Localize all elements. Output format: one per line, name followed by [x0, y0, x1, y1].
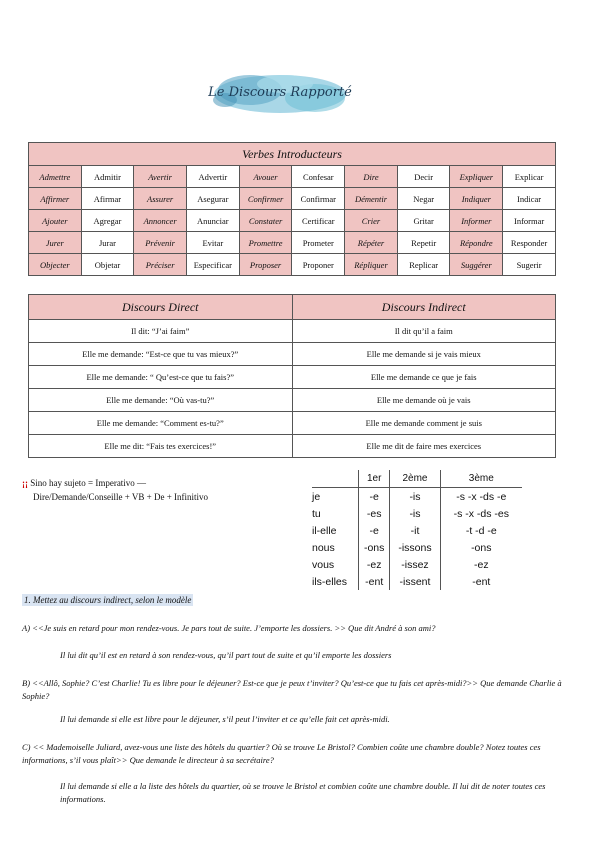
question-b: B) <<Allô, Sophie? C’est Charlie! Tu es libre pour le déjeuner? Est-ce que je peux t’inviter? Qu’est-ce que tu fais cet après-midi?>> Que demande Charlie à Sophie?	[22, 678, 562, 701]
verb-french: Jurer	[29, 232, 82, 254]
indirect-speech: Elle me demande si je vais mieux	[292, 343, 556, 366]
verb-french: Indiquer	[450, 188, 503, 210]
question-c: C) << Mademoiselle Juliard, avez-vous une liste des hôtels du quartier? Où se trouve Le Bristol? Combien coûte une chambre double? Notez toutes ces informations, s’il vous plaît>> Que demande le directeur à sa secrétaire?	[22, 742, 541, 765]
verbs-row	[29, 232, 556, 254]
pronoun: il-elle	[312, 524, 337, 537]
answer-b: Il lui demande si elle est libre pour le déjeuner, s’il peut l’inviter et ce qu’elle fait cet après-midi.	[60, 714, 390, 724]
verb-spanish: Afirmar	[81, 188, 134, 210]
verb-spanish: Prometer	[292, 232, 345, 254]
verb-spanish: Proponer	[292, 254, 345, 276]
answer-c: Il lui demande si elle a la liste des hôtels du quartier, où se trouve le Bristol et combien coûte une chambre double. Il lui dit de noter toutes ces informations.	[60, 781, 546, 804]
group-1-header: 1er	[359, 470, 390, 488]
ending: -s -x -ds -e	[440, 488, 522, 506]
verb-spanish: Especificar	[186, 254, 239, 276]
direct-speech: Elle me dit: “Fais tes exercices!”	[29, 435, 293, 458]
verb-spanish: Indicar	[503, 188, 556, 210]
verb-french: Constater	[239, 210, 292, 232]
verb-french: Informer	[450, 210, 503, 232]
pronoun: ils-elles	[312, 575, 348, 588]
pronoun: nous	[312, 541, 335, 554]
verbs-table	[28, 142, 556, 276]
ending: -issez	[390, 556, 440, 573]
verb-spanish: Agregar	[81, 210, 134, 232]
verb-french: Proposer	[239, 254, 292, 276]
direct-speech: Elle me demande: “Comment es-tu?”	[29, 412, 293, 435]
conjugation-row	[312, 539, 522, 556]
indirect-speech: Il dit qu’il a faim	[292, 320, 556, 343]
ending: -s -x -ds -es	[440, 505, 522, 522]
verb-french: Objecter	[29, 254, 82, 276]
ending: -ons	[359, 539, 390, 556]
pronoun: je	[312, 490, 321, 503]
verb-spanish: Sugerir	[503, 254, 556, 276]
discours-table	[28, 294, 556, 458]
conjugation-row	[312, 488, 522, 506]
verb-french: Confirmer	[239, 188, 292, 210]
title-banner	[205, 68, 355, 120]
verb-spanish: Anunciar	[186, 210, 239, 232]
verb-spanish: Objetar	[81, 254, 134, 276]
verb-spanish: Jurar	[81, 232, 134, 254]
warning-mark: ¡¡	[22, 478, 28, 488]
verb-spanish: Informar	[503, 210, 556, 232]
page-title: Le Discours Rapporté	[208, 85, 352, 100]
indirect-speech: Elle me demande où je vais	[292, 389, 556, 412]
verb-spanish: Admitir	[81, 166, 134, 188]
verbs-row	[29, 210, 556, 232]
verb-spanish: Responder	[503, 232, 556, 254]
conjugation-row	[312, 556, 522, 573]
verb-spanish: Decir	[397, 166, 450, 188]
direct-speech: Elle me demande: “Où vas-tu?”	[29, 389, 293, 412]
ending: -es	[359, 505, 390, 522]
verb-spanish: Repetir	[397, 232, 450, 254]
verb-spanish: Explicar	[503, 166, 556, 188]
ending: -ez	[440, 556, 522, 573]
direct-speech: Il dit: “J’ai faim”	[29, 320, 293, 343]
verb-french: Annoncer	[134, 210, 187, 232]
direct-speech: Elle me demande: “ Qu’est-ce que tu fais?”	[29, 366, 293, 389]
verb-spanish: Asegurar	[186, 188, 239, 210]
ending: -ent	[440, 573, 522, 590]
verb-french: Assurer	[134, 188, 187, 210]
verbs-table-title: Verbes Introducteurs	[29, 143, 556, 166]
verb-french: Prévenir	[134, 232, 187, 254]
verb-spanish: Advertir	[186, 166, 239, 188]
col-direct-header: Discours Direct	[29, 295, 293, 320]
verb-french: Démentir	[345, 188, 398, 210]
ending: -issent	[390, 573, 440, 590]
verb-spanish: Negar	[397, 188, 450, 210]
answer-a: Il lui dit qu’il est en retard à son rendez-vous, qu’il part tout de suite et qu’il emporte les dossiers	[60, 650, 392, 660]
verb-spanish: Evitar	[186, 232, 239, 254]
discours-row	[29, 412, 556, 435]
col-indirect-header: Discours Indirect	[292, 295, 556, 320]
ending: -ons	[440, 539, 522, 556]
verb-french: Répondre	[450, 232, 503, 254]
group-3-header: 3ème	[440, 470, 522, 488]
verb-french: Répéter	[345, 232, 398, 254]
verb-spanish: Gritar	[397, 210, 450, 232]
pronoun: vous	[312, 558, 335, 571]
ending: -is	[390, 505, 440, 522]
ending: -issons	[390, 539, 440, 556]
verb-spanish: Certificar	[292, 210, 345, 232]
verbs-row	[29, 254, 556, 276]
verb-french: Ajouter	[29, 210, 82, 232]
ending: -ent	[359, 573, 390, 590]
verb-french: Admettre	[29, 166, 82, 188]
verb-spanish: Replicar	[397, 254, 450, 276]
verb-french: Suggérer	[450, 254, 503, 276]
verb-french: Dire	[345, 166, 398, 188]
pronoun: tu	[312, 507, 321, 520]
group-2-header: 2ème	[390, 470, 440, 488]
verb-french: Expliquer	[450, 166, 503, 188]
verb-french: Avertir	[134, 166, 187, 188]
note-line-1: Sino hay sujeto = Imperativo —	[30, 478, 147, 488]
ending: -is	[390, 488, 440, 506]
discours-row	[29, 320, 556, 343]
verb-spanish: Confesar	[292, 166, 345, 188]
conjugation-row	[312, 505, 522, 522]
note-line-2: Dire/Demande/Conseille + VB + De + Infinitivo	[33, 492, 209, 502]
verb-french: Avouer	[239, 166, 292, 188]
verb-french: Promettre	[239, 232, 292, 254]
direct-speech: Elle me demande: “Est-ce que tu vas mieux?”	[29, 343, 293, 366]
indirect-speech: Elle me dit de faire mes exercices	[292, 435, 556, 458]
discours-row	[29, 366, 556, 389]
imperative-note	[22, 476, 208, 504]
discours-row	[29, 435, 556, 458]
verb-french: Affirmer	[29, 188, 82, 210]
discours-row	[29, 389, 556, 412]
question-a: A) <<Je suis en retard pour mon rendez-vous. Je pars tout de suite. J’emporte les dossiers. >> Que dit André à son ami?	[22, 623, 436, 633]
conjugation-row	[312, 522, 522, 539]
conjugation-row	[312, 573, 522, 590]
ending: -e	[359, 488, 390, 506]
discours-row	[29, 343, 556, 366]
verb-french: Crier	[345, 210, 398, 232]
ending: -t -d -e	[440, 522, 522, 539]
ending: -ez	[359, 556, 390, 573]
ending: -e	[359, 522, 390, 539]
verb-french: Préciser	[134, 254, 187, 276]
exercise-title: 1. Mettez au discours indirect, selon le modèle	[24, 595, 192, 605]
verbs-row	[29, 188, 556, 210]
verb-french: Répliquer	[345, 254, 398, 276]
ending: -it	[390, 522, 440, 539]
conjugation-table	[312, 470, 522, 590]
verb-spanish: Confirmar	[292, 188, 345, 210]
indirect-speech: Elle me demande comment je suis	[292, 412, 556, 435]
verbs-row	[29, 166, 556, 188]
indirect-speech: Elle me demande ce que je fais	[292, 366, 556, 389]
